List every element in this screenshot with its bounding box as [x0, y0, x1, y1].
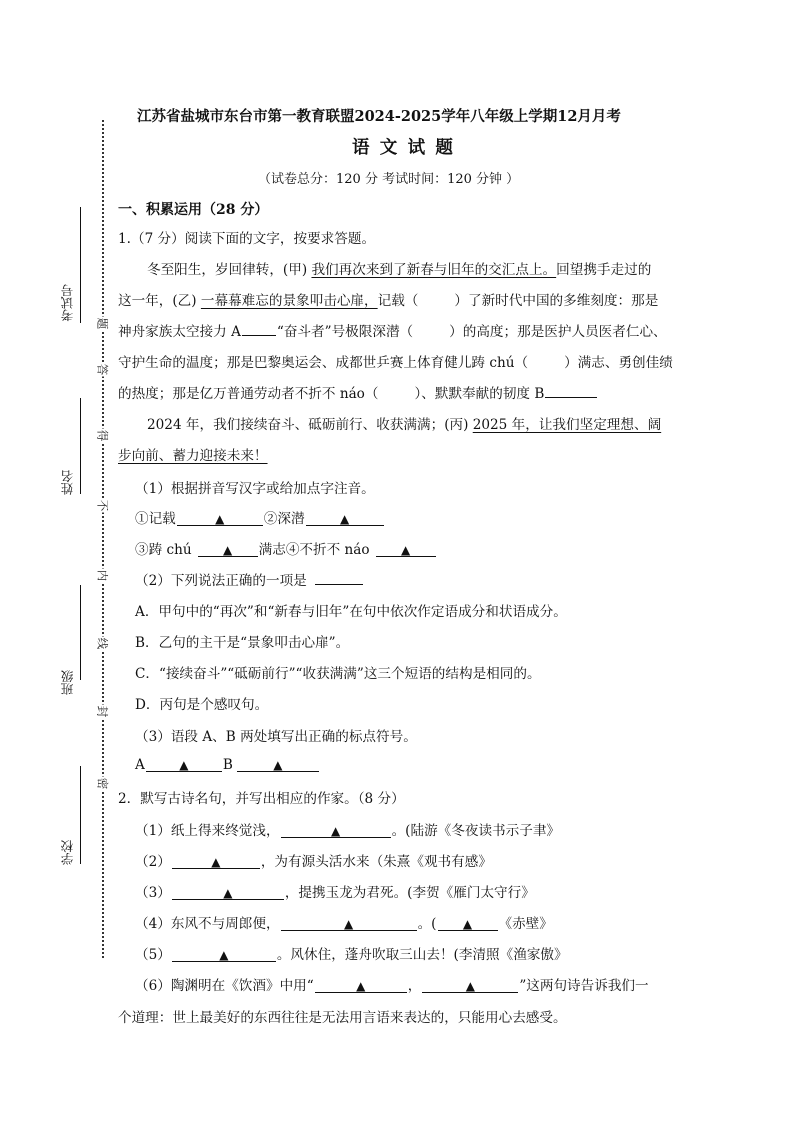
answer-blank[interactable]: ▲: [177, 511, 263, 526]
answer-blank[interactable]: ▲: [281, 916, 417, 931]
sentence-yi: 一幕幕难忘的景象叩击心扉，: [200, 293, 378, 309]
poem-line: （2） ▲ ，为有源头活水来（朱熹《观书有感》: [135, 854, 492, 870]
option-c[interactable]: C．“接续奋斗”“砥砺前行”“收获满满”这三个短语的结构是相同的。: [135, 666, 541, 682]
question-1-prompt: 1.（7 分）阅读下面的文字，按要求答题。: [118, 231, 376, 247]
passage-line: 步向前、蓄力迎接未来！: [118, 448, 268, 464]
subquestion-3-row: A ▲ B ▲: [135, 757, 320, 773]
seal-char: 不: [97, 498, 109, 513]
poem-line: （1）纸上得来终觉浅， ▲ 。(陆游《冬夜读书示子聿》: [135, 823, 561, 839]
name-line[interactable]: [80, 398, 81, 494]
binding-dotted-line: [102, 120, 104, 958]
punct-blank-b[interactable]: [545, 383, 597, 398]
exam-number-line[interactable]: [80, 207, 81, 323]
answer-blank[interactable]: ▲: [376, 542, 436, 557]
school-label: 学校: [60, 840, 75, 865]
question-2-prompt: 2．默写古诗名句，并写出相应的作家。（8 分）: [118, 791, 405, 807]
answer-blank[interactable]: ▲: [172, 854, 260, 869]
seal-char: 封: [97, 704, 109, 719]
passage-line: 守护生命的温度；那是巴黎奥运会、成都世乒赛上体育健儿踌 chú（ ）满志、勇创佳绩: [118, 355, 673, 371]
school-line[interactable]: [80, 766, 81, 864]
answer-blank[interactable]: ▲: [281, 823, 391, 838]
answer-blank[interactable]: ▲: [306, 511, 384, 526]
class-line[interactable]: [80, 585, 81, 680]
option-a[interactable]: A．甲句中的“再次”和“新春与旧年”在句中依次作定语成分和状语成分。: [135, 604, 567, 620]
author-blank[interactable]: ▲: [438, 916, 498, 931]
passage-line: 2024 年，我们接续奋斗、砥砺前行、收获满满；(丙) 2025 年，让我们坚定理想、阔: [147, 417, 662, 433]
poem-line: （4）东风不与周郎便， ▲ 。( ▲ 《赤壁》: [135, 916, 553, 932]
seal-char: 线: [97, 636, 109, 651]
exam-info: （试卷总分：120 分 考试时间：120 分钟 ）: [258, 172, 520, 187]
sentence-bing: 2025 年，让我们坚定理想、阔: [472, 417, 662, 433]
subquestion-1: （1）根据拼音写汉字或给加点字注音。: [135, 481, 375, 497]
subquestion-2: （2）下列说法正确的一项是: [135, 569, 364, 589]
poem-line: 个道理：世上最美好的东西往往是无法用言语来表达的，只能用心去感受。: [118, 1010, 567, 1026]
subquestion-1-row: ①记载 ▲ ②深潜 ▲: [135, 507, 385, 527]
answer-blank[interactable]: ▲: [198, 542, 258, 557]
seal-char: 内: [97, 568, 109, 583]
option-b[interactable]: B．乙句的主干是“景象叩击心扉”。: [135, 635, 350, 651]
answer-blank[interactable]: ▲: [172, 885, 284, 900]
answer-blank[interactable]: [315, 570, 363, 585]
passage-line: 的热度；那是亿万普通劳动者不折不 náo（ ）、默默奉献的韧度 B: [118, 382, 598, 402]
poem-line: （5） ▲ 。风休住，蓬舟吹取三山去！(李清照《渔家傲》: [135, 947, 568, 963]
section-heading: 一、积累运用（28 分）: [118, 202, 269, 218]
answer-blank[interactable]: ▲: [237, 757, 319, 772]
answer-blank[interactable]: ▲: [315, 978, 407, 993]
punct-blank-a[interactable]: [242, 321, 276, 336]
answer-blank[interactable]: ▲: [146, 757, 222, 772]
subquestion-3: （3）语段 A、B 两处填写出正确的标点符号。: [135, 729, 417, 745]
exam-number-label: 考试号: [60, 284, 75, 322]
sentence-jia: 我们再次来到了新春与旧年的交汇点上。: [311, 262, 557, 278]
passage-line: 冬至阳生，岁回律转，(甲) 我们再次来到了新春与旧年的交汇点上。回望携手走过的: [147, 262, 652, 278]
class-label: 班级: [60, 670, 75, 695]
option-d[interactable]: D．丙句是个感叹句。: [135, 697, 269, 713]
answer-blank[interactable]: ▲: [422, 978, 518, 993]
subquestion-1-row: ③踌 chú ▲ 满志④不折不 náo ▲: [135, 538, 437, 558]
passage-line: 这一年，(乙) 一幕幕难忘的景象叩击心扉，记载（ ）了新时代中国的多维刻度：那是: [118, 293, 659, 309]
seal-char: 答: [97, 362, 109, 377]
exam-title: 江苏省盐城市东台市第一教育联盟2024-2025学年八年级上学期12月月考: [137, 108, 621, 125]
seal-char: 密: [97, 776, 109, 791]
name-label: 姓名: [60, 470, 75, 495]
poem-line: （6）陶渊明在《饮酒》中用“ ▲ ， ▲ ”这两句诗告诉我们一: [135, 978, 649, 994]
answer-blank[interactable]: ▲: [172, 947, 276, 962]
seal-char: 得: [97, 428, 109, 443]
exam-subtitle: 语 文 试 题: [352, 138, 455, 158]
seal-char: 题: [97, 316, 109, 331]
poem-line: （3） ▲ ，提携玉龙为君死。(李贺《雁门太守行》: [135, 885, 535, 901]
passage-line: 神舟家族太空接力 A “奋斗者”号极限深潜（ ）的高度；那是医护人员医者仁心、: [118, 320, 667, 340]
